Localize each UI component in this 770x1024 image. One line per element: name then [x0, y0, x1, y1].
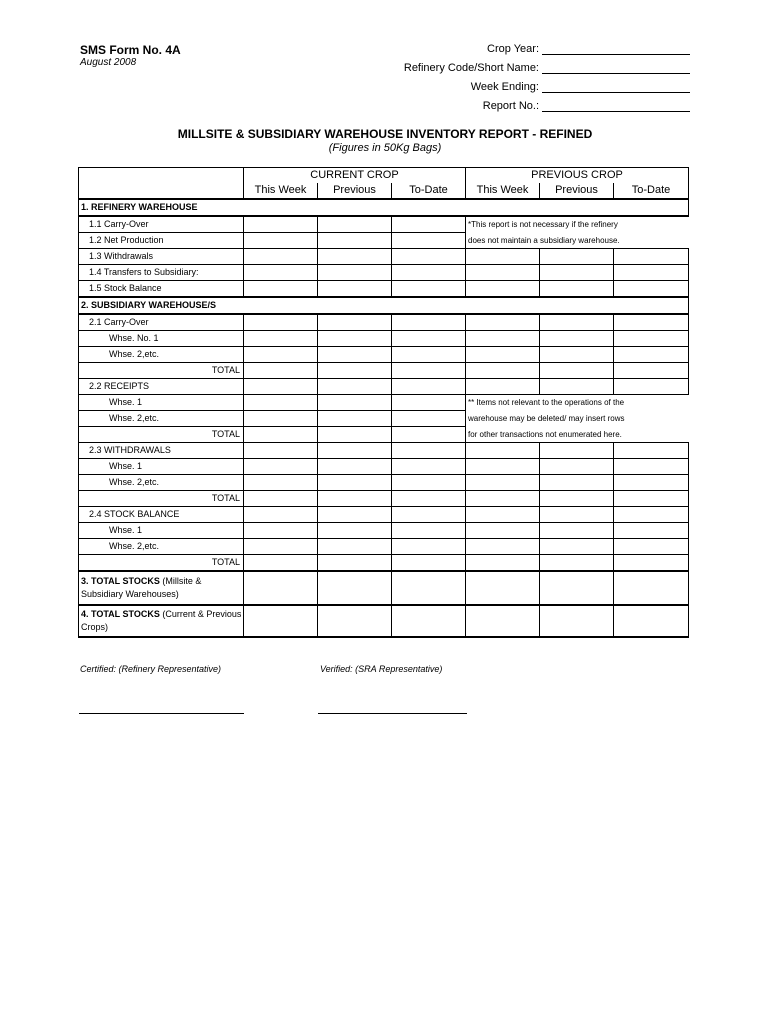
table-row [79, 216, 689, 233]
inventory-table [78, 167, 689, 638]
row-label: Whse. 2,etc. [79, 539, 244, 555]
data-cell[interactable] [392, 249, 466, 265]
table-row [79, 443, 689, 459]
data-cell[interactable] [392, 555, 466, 572]
table-row [79, 507, 689, 523]
data-cell[interactable] [392, 363, 466, 379]
table-row [79, 265, 689, 281]
data-cell[interactable] [318, 395, 392, 411]
data-cell[interactable] [318, 507, 392, 523]
section-refinery-warehouse: 1. REFINERY WAREHOUSE [79, 199, 689, 216]
row-label: 1.2 Net Production [79, 233, 244, 249]
data-cell[interactable] [244, 347, 318, 363]
data-cell[interactable] [244, 475, 318, 491]
table-row [79, 605, 689, 637]
data-cell[interactable] [318, 605, 392, 637]
current-crop-header: CURRENT CROP [244, 168, 466, 184]
data-cell[interactable] [540, 523, 614, 539]
data-cell[interactable] [540, 507, 614, 523]
row-label: Whse. 2,etc. [79, 411, 244, 427]
data-cell[interactable] [318, 427, 392, 443]
section-subsidiary-warehouses: 2. SUBSIDIARY WAREHOUSE/S [79, 297, 689, 314]
data-cell[interactable] [614, 314, 689, 331]
row-label: Whse. 1 [79, 523, 244, 539]
col-previous-previous: Previous [540, 183, 614, 199]
data-cell[interactable] [244, 411, 318, 427]
data-cell[interactable] [540, 459, 614, 475]
data-cell[interactable] [318, 555, 392, 572]
week-ending-label: Week Ending: [470, 81, 539, 93]
row-label: Whse. No. 1 [79, 331, 244, 347]
row-label: 1.1 Carry-Over [79, 216, 244, 233]
data-cell[interactable] [244, 555, 318, 572]
data-cell[interactable] [392, 605, 466, 637]
table-row [79, 475, 689, 491]
col-to-date-current: To-Date [392, 183, 466, 199]
week-ending-field [471, 81, 690, 93]
report-subtitle: (Figures in 50Kg Bags) [328, 142, 442, 154]
col-previous-current: Previous [318, 183, 392, 199]
data-cell[interactable] [466, 523, 540, 539]
data-cell[interactable] [392, 314, 466, 331]
row-label: 2.4 STOCK BALANCE [79, 507, 244, 523]
data-cell[interactable] [466, 475, 540, 491]
data-cell[interactable] [318, 265, 392, 281]
verified-signature-line[interactable] [318, 713, 467, 714]
data-cell[interactable] [244, 443, 318, 459]
data-cell[interactable] [392, 331, 466, 347]
data-cell[interactable] [614, 347, 689, 363]
data-cell[interactable] [614, 475, 689, 491]
data-cell[interactable] [244, 363, 318, 379]
row-label: 2.2 RECEIPTS [79, 379, 244, 395]
table-row [79, 363, 689, 379]
table-row [79, 427, 689, 443]
data-cell[interactable] [466, 347, 540, 363]
data-cell[interactable] [614, 443, 689, 459]
previous-crop-header: PREVIOUS CROP [466, 168, 689, 184]
table-row [79, 233, 689, 249]
certified-label: Certified: (Refinery Representative) [80, 664, 222, 674]
table-row [79, 331, 689, 347]
data-cell[interactable] [614, 281, 689, 298]
data-cell[interactable] [244, 459, 318, 475]
data-cell[interactable] [318, 347, 392, 363]
data-cell[interactable] [540, 331, 614, 347]
data-cell[interactable] [392, 347, 466, 363]
data-cell[interactable] [540, 265, 614, 281]
row-label: Whse. 1 [79, 459, 244, 475]
data-cell[interactable] [466, 571, 540, 605]
data-cell[interactable] [466, 314, 540, 331]
data-cell[interactable] [318, 363, 392, 379]
data-cell[interactable] [614, 265, 689, 281]
row-label: 1.5 Stock Balance [79, 281, 244, 298]
data-cell[interactable] [392, 379, 466, 395]
data-cell[interactable] [244, 249, 318, 265]
table-row [79, 523, 689, 539]
data-cell[interactable] [614, 379, 689, 395]
row-label: 1.3 Withdrawals [79, 249, 244, 265]
refinery-code-label: Refinery Code/Short Name: [403, 62, 539, 74]
note-text: warehouse may be deleted/ may insert rows [468, 414, 625, 423]
data-cell[interactable] [466, 605, 540, 637]
data-cell[interactable] [466, 331, 540, 347]
data-cell[interactable] [466, 281, 540, 298]
row-label: 2.1 Carry-Over [79, 314, 244, 331]
crop-year-line[interactable] [542, 43, 690, 55]
data-cell[interactable] [318, 281, 392, 298]
data-cell[interactable] [392, 443, 466, 459]
data-cell[interactable] [392, 475, 466, 491]
form-date: August 2008 [80, 57, 137, 68]
data-cell[interactable] [392, 233, 466, 249]
data-cell[interactable] [614, 249, 689, 265]
data-cell[interactable] [318, 539, 392, 555]
data-cell[interactable] [540, 555, 614, 572]
refinery-code-line[interactable] [542, 62, 690, 74]
data-cell[interactable] [466, 265, 540, 281]
data-cell[interactable] [244, 605, 318, 637]
table-row [79, 555, 689, 572]
data-cell[interactable] [392, 491, 466, 507]
data-cell[interactable] [318, 216, 392, 233]
total-stocks-millsite-label: 3. TOTAL STOCKS (Millsite & Subsidiary Warehouses) [79, 571, 244, 605]
note-text: *This report is not necessary if the refinery [466, 216, 689, 233]
data-cell[interactable] [614, 523, 689, 539]
data-cell[interactable] [540, 475, 614, 491]
data-cell[interactable] [244, 314, 318, 331]
row-label: 2.3 WITHDRAWALS [79, 443, 244, 459]
data-cell[interactable] [614, 605, 689, 637]
col-this-week-current: This Week [244, 183, 318, 199]
data-cell[interactable] [244, 539, 318, 555]
table-row [79, 347, 689, 363]
data-cell[interactable] [392, 427, 466, 443]
data-cell[interactable] [318, 523, 392, 539]
data-cell[interactable] [392, 507, 466, 523]
row-label: Whse. 2,etc. [79, 347, 244, 363]
note-text: does not maintain a subsidiary warehouse. [468, 235, 620, 245]
table-row [79, 491, 689, 507]
data-cell[interactable] [466, 555, 540, 572]
data-cell[interactable] [392, 539, 466, 555]
data-cell[interactable] [318, 491, 392, 507]
label-column-header [79, 168, 244, 200]
data-cell[interactable] [614, 459, 689, 475]
data-cell[interactable] [392, 459, 466, 475]
data-cell[interactable] [614, 571, 689, 605]
data-cell[interactable] [540, 443, 614, 459]
table-row [79, 314, 689, 331]
data-cell[interactable] [392, 523, 466, 539]
data-cell[interactable] [244, 281, 318, 298]
data-cell[interactable] [318, 443, 392, 459]
form-number: SMS Form No. 4A [80, 43, 181, 57]
data-cell[interactable] [244, 233, 318, 249]
crop-year-label: Crop Year: [487, 43, 539, 55]
total-label: TOTAL [79, 555, 244, 572]
data-cell[interactable] [244, 331, 318, 347]
data-cell[interactable] [466, 443, 540, 459]
data-cell[interactable] [244, 507, 318, 523]
table-row [79, 539, 689, 555]
data-cell[interactable] [318, 459, 392, 475]
table-row [79, 395, 689, 411]
total-label: TOTAL [79, 427, 244, 443]
data-cell[interactable] [244, 523, 318, 539]
data-cell[interactable] [466, 379, 540, 395]
data-cell[interactable] [540, 539, 614, 555]
total-stocks-crops-label: 4. TOTAL STOCKS (Current & Previous Crops) [79, 605, 244, 637]
data-cell[interactable] [540, 571, 614, 605]
report-no-label: Report No.: [482, 100, 539, 112]
data-cell[interactable] [540, 379, 614, 395]
data-cell[interactable] [318, 314, 392, 331]
col-this-week-previous: This Week [466, 183, 540, 199]
data-cell[interactable] [614, 507, 689, 523]
data-cell[interactable] [540, 363, 614, 379]
data-cell[interactable] [540, 281, 614, 298]
data-cell[interactable] [392, 411, 466, 427]
table-row [79, 411, 689, 427]
data-cell[interactable] [614, 539, 689, 555]
data-cell[interactable] [466, 249, 540, 265]
crop-year-field [487, 43, 690, 55]
data-cell[interactable] [244, 395, 318, 411]
data-cell[interactable] [540, 249, 614, 265]
data-cell[interactable] [540, 347, 614, 363]
table-row [79, 281, 689, 298]
table-row [79, 249, 689, 265]
data-cell[interactable] [318, 249, 392, 265]
report-title: MILLSITE & SUBSIDIARY WAREHOUSE INVENTORY REPORT - REFINED [177, 127, 593, 141]
table-row [79, 571, 689, 605]
data-cell[interactable] [244, 379, 318, 395]
data-cell[interactable] [614, 363, 689, 379]
data-cell[interactable] [466, 363, 540, 379]
data-cell[interactable] [318, 233, 392, 249]
data-cell[interactable] [244, 265, 318, 281]
data-cell[interactable] [244, 427, 318, 443]
row-label: 1.4 Transfers to Subsidiary: [79, 265, 244, 281]
data-cell[interactable] [540, 491, 614, 507]
report-no-field [483, 100, 690, 112]
data-cell[interactable] [318, 411, 392, 427]
data-cell[interactable] [318, 379, 392, 395]
data-cell[interactable] [318, 331, 392, 347]
data-cell[interactable] [392, 281, 466, 298]
row-label: Whse. 2,etc. [79, 475, 244, 491]
certified-signature-line[interactable] [79, 713, 244, 714]
row-label: Whse. 1 [79, 395, 244, 411]
data-cell[interactable] [466, 507, 540, 523]
data-cell[interactable] [540, 314, 614, 331]
data-cell[interactable] [244, 216, 318, 233]
data-cell[interactable] [318, 571, 392, 605]
data-cell[interactable] [466, 459, 540, 475]
data-cell[interactable] [614, 331, 689, 347]
table-row [79, 379, 689, 395]
week-ending-line[interactable] [542, 81, 690, 93]
data-cell[interactable] [614, 555, 689, 572]
total-label: TOTAL [79, 363, 244, 379]
note-text: ** Items not relevant to the operations of the [468, 398, 625, 408]
data-cell[interactable] [392, 265, 466, 281]
data-cell[interactable] [466, 491, 540, 507]
verified-label: Verified: (SRA Representative) [320, 664, 443, 674]
total-label: TOTAL [79, 491, 244, 507]
data-cell[interactable] [614, 491, 689, 507]
refinery-code-field [404, 62, 690, 74]
table-row [79, 459, 689, 475]
data-cell[interactable] [392, 571, 466, 605]
data-cell[interactable] [244, 571, 318, 605]
data-cell[interactable] [244, 491, 318, 507]
data-cell[interactable] [318, 475, 392, 491]
report-no-line[interactable] [542, 100, 690, 112]
note-text: for other transactions not enumerated here. [468, 429, 622, 439]
col-to-date-previous: To-Date [614, 183, 689, 199]
data-cell[interactable] [540, 605, 614, 637]
data-cell[interactable] [466, 539, 540, 555]
data-cell[interactable] [392, 216, 466, 233]
data-cell[interactable] [392, 395, 466, 411]
